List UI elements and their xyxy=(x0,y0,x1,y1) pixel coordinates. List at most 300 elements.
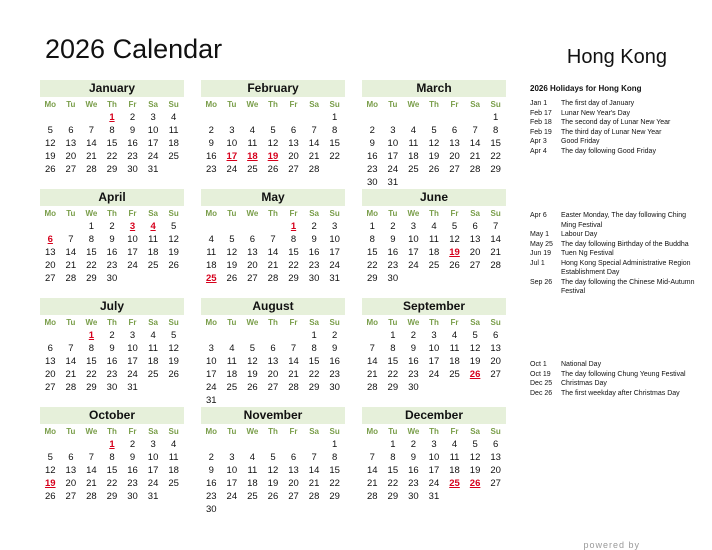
day-cell: 19 xyxy=(428,151,440,162)
month-june xyxy=(362,189,506,285)
day-cell: 4 xyxy=(451,439,458,450)
day-cell: 14 xyxy=(490,234,501,245)
holiday-date-label: Oct 19 xyxy=(530,370,551,378)
weekday-label: Sa xyxy=(470,427,480,436)
day-cell: 5 xyxy=(431,125,437,136)
day-cell: 28 xyxy=(267,273,279,284)
holiday-item xyxy=(530,109,700,119)
holiday-item xyxy=(530,240,700,250)
day-cell: 13 xyxy=(65,138,77,149)
day-cell: 5 xyxy=(171,221,177,232)
day-cell xyxy=(242,111,263,124)
day-cell xyxy=(40,329,61,342)
holiday-date: 1 xyxy=(88,330,95,341)
day-cell: 26 xyxy=(44,491,56,502)
day-cell: 7 xyxy=(493,221,499,232)
day-cell xyxy=(485,272,506,285)
weekday-label: Tu xyxy=(227,100,237,109)
day-cell: 1 xyxy=(311,330,317,341)
day-cell: 18 xyxy=(147,247,159,258)
weekday-label: Su xyxy=(168,100,179,109)
weekday-label: We xyxy=(407,318,420,327)
day-cell: 23 xyxy=(205,491,217,502)
day-cell xyxy=(201,220,222,233)
day-cell: 6 xyxy=(472,221,478,232)
day-cell xyxy=(283,111,304,124)
day-cell: 5 xyxy=(472,330,478,341)
day-cell: 28 xyxy=(86,164,97,175)
day-cell: 11 xyxy=(408,138,419,149)
day-cell: 9 xyxy=(410,452,417,463)
weekday-label: Mo xyxy=(366,427,379,436)
day-cell: 13 xyxy=(490,452,501,463)
week-row xyxy=(362,137,506,150)
day-cell: 4 xyxy=(410,125,417,136)
weekday-header xyxy=(40,426,184,438)
week-row xyxy=(40,381,184,394)
day-cell: 2 xyxy=(109,221,115,232)
day-cell: 14 xyxy=(86,465,97,476)
day-cell: 1 xyxy=(332,439,338,450)
day-cell: 13 xyxy=(469,234,481,245)
day-cell: 17 xyxy=(428,465,440,476)
day-cell: 22 xyxy=(387,369,399,380)
weekday-label: Th xyxy=(268,427,278,436)
day-cell: 8 xyxy=(88,343,95,354)
day-cell: 14 xyxy=(366,465,378,476)
day-cell: 13 xyxy=(65,465,77,476)
week-row xyxy=(40,150,184,163)
day-cell: 19 xyxy=(469,356,481,367)
day-cell: 7 xyxy=(68,343,74,354)
day-cell: 24 xyxy=(147,478,159,489)
day-cell: 6 xyxy=(270,343,276,354)
day-cell: 18 xyxy=(168,138,179,149)
weekday-label: Tu xyxy=(66,100,76,109)
day-cell: 1 xyxy=(493,112,499,123)
day-cell: 3 xyxy=(431,439,437,450)
week-row xyxy=(362,111,506,124)
week-row xyxy=(201,111,345,124)
day-cell xyxy=(485,490,506,503)
weekday-header xyxy=(201,317,345,329)
day-cell: 14 xyxy=(86,138,97,149)
holiday-date-label: Feb 19 xyxy=(530,128,552,136)
day-cell: 16 xyxy=(408,356,419,367)
weekday-label: Sa xyxy=(148,318,158,327)
day-cell: 13 xyxy=(44,247,56,258)
day-cell: 15 xyxy=(86,356,97,367)
day-cell xyxy=(362,111,383,124)
day-cell xyxy=(444,272,465,285)
day-cell: 18 xyxy=(205,260,217,271)
day-cell: 13 xyxy=(288,465,299,476)
weekday-label: Mo xyxy=(205,427,218,436)
day-cell: 24 xyxy=(127,260,138,271)
week-row xyxy=(362,272,506,285)
day-cell: 3 xyxy=(332,221,338,232)
day-cell: 26 xyxy=(168,260,179,271)
day-cell: 31 xyxy=(147,164,159,175)
day-cell: 15 xyxy=(366,247,378,258)
day-cell: 29 xyxy=(106,491,118,502)
day-cell: 24 xyxy=(428,369,440,380)
week-row xyxy=(201,259,345,272)
day-cell: 13 xyxy=(449,138,460,149)
day-cell: 18 xyxy=(168,465,179,476)
day-cell: 31 xyxy=(329,273,340,284)
week-row xyxy=(201,438,345,451)
day-cell xyxy=(465,272,486,285)
month-name: April xyxy=(40,189,184,206)
day-cell: 20 xyxy=(267,369,279,380)
weekday-label: Sa xyxy=(309,318,319,327)
week-row xyxy=(40,451,184,464)
weekday-label: Fr xyxy=(128,100,137,109)
day-cell: 3 xyxy=(150,439,156,450)
day-cell: 11 xyxy=(168,452,179,463)
weekday-label: Th xyxy=(107,318,117,327)
day-cell: 28 xyxy=(308,491,320,502)
holiday-item xyxy=(530,259,700,278)
day-cell: 30 xyxy=(408,382,419,393)
weekday-label: Sa xyxy=(148,427,158,436)
week-row xyxy=(40,490,184,503)
week-row xyxy=(201,233,345,246)
day-cell: 8 xyxy=(109,125,115,136)
weekday-label: We xyxy=(407,427,420,436)
day-cell: 14 xyxy=(65,356,77,367)
day-cell: 20 xyxy=(490,465,501,476)
month-december xyxy=(362,407,506,503)
day-cell: 5 xyxy=(249,343,256,354)
day-cell: 15 xyxy=(106,465,118,476)
weekday-label: Sa xyxy=(309,209,319,218)
day-cell: 3 xyxy=(410,221,417,232)
day-cell: 22 xyxy=(329,478,340,489)
day-cell xyxy=(403,111,424,124)
week-row xyxy=(201,124,345,137)
weekday-label: Su xyxy=(490,100,501,109)
day-cell: 14 xyxy=(288,356,299,367)
weekday-label: Th xyxy=(429,209,439,218)
day-cell xyxy=(424,381,445,394)
day-cell: 7 xyxy=(68,234,74,245)
day-cell: 15 xyxy=(329,465,340,476)
week-row xyxy=(201,490,345,503)
day-cell: 22 xyxy=(490,151,501,162)
weekday-label: Fr xyxy=(289,427,298,436)
day-cell: 13 xyxy=(44,356,56,367)
day-cell: 16 xyxy=(205,151,217,162)
day-cell: 4 xyxy=(249,452,256,463)
day-cell: 9 xyxy=(109,234,115,245)
day-cell: 29 xyxy=(308,382,320,393)
day-cell: 5 xyxy=(171,330,177,341)
day-cell: 9 xyxy=(129,452,136,463)
day-cell: 27 xyxy=(490,369,501,380)
day-cell: 18 xyxy=(247,478,258,489)
day-cell: 23 xyxy=(408,369,419,380)
holiday-date: 17 xyxy=(226,151,238,162)
day-cell: 21 xyxy=(469,151,481,162)
day-cell: 5 xyxy=(47,452,53,463)
day-cell: 20 xyxy=(490,356,501,367)
day-cell: 22 xyxy=(86,260,97,271)
week-row xyxy=(362,220,506,233)
day-cell: 22 xyxy=(106,478,118,489)
day-cell: 14 xyxy=(308,138,320,149)
day-cell xyxy=(444,176,465,189)
day-cell: 10 xyxy=(408,234,419,245)
day-cell: 19 xyxy=(247,369,258,380)
month-name: June xyxy=(362,189,506,206)
day-cell: 16 xyxy=(366,151,378,162)
month-name: September xyxy=(362,298,506,315)
holiday-date-label: Apr 3 xyxy=(530,138,547,145)
day-cell: 10 xyxy=(329,234,340,245)
holiday-item xyxy=(530,118,700,128)
week-row xyxy=(40,355,184,368)
day-cell: 26 xyxy=(449,260,460,271)
day-cell: 12 xyxy=(168,234,179,245)
day-cell xyxy=(424,272,445,285)
day-cell: 23 xyxy=(308,260,320,271)
day-cell: 16 xyxy=(387,247,399,258)
day-cell: 10 xyxy=(226,465,238,476)
holiday-item xyxy=(530,147,700,157)
day-cell: 5 xyxy=(472,439,478,450)
day-cell: 28 xyxy=(366,491,378,502)
day-cell: 30 xyxy=(308,273,320,284)
day-cell: 14 xyxy=(308,465,320,476)
day-cell: 19 xyxy=(267,478,279,489)
week-row xyxy=(201,394,345,407)
day-cell: 25 xyxy=(168,478,179,489)
holiday-name: The day following Birthday of the Buddha xyxy=(561,240,689,248)
weekday-header xyxy=(362,426,506,438)
day-cell xyxy=(424,176,445,189)
day-cell: 16 xyxy=(127,465,138,476)
day-cell: 16 xyxy=(127,138,138,149)
day-cell: 27 xyxy=(449,164,460,175)
day-cell: 23 xyxy=(127,478,138,489)
day-cell: 13 xyxy=(490,343,501,354)
region-label: Hong Kong xyxy=(566,46,667,68)
day-cell: 25 xyxy=(226,382,238,393)
weekday-label: Sa xyxy=(470,209,480,218)
day-cell xyxy=(222,220,243,233)
day-cell xyxy=(222,111,243,124)
day-cell: 8 xyxy=(332,452,338,463)
day-cell: 27 xyxy=(288,491,299,502)
day-cell: 11 xyxy=(206,247,217,258)
day-cell: 25 xyxy=(147,369,159,380)
holiday-date: 3 xyxy=(129,221,136,232)
week-row xyxy=(362,176,506,189)
day-cell xyxy=(444,111,465,124)
month-name: March xyxy=(362,80,506,97)
day-cell: 27 xyxy=(267,382,279,393)
day-cell: 17 xyxy=(226,478,238,489)
day-cell: 23 xyxy=(127,151,138,162)
day-cell xyxy=(61,220,82,233)
day-cell: 12 xyxy=(267,465,279,476)
day-cell: 6 xyxy=(290,125,297,136)
holiday-date-label: May 1 xyxy=(530,231,550,238)
day-cell: 8 xyxy=(493,125,499,136)
day-cell: 21 xyxy=(490,247,501,258)
holiday-name: The first weekday after Christmas Day xyxy=(561,389,680,397)
day-cell: 26 xyxy=(267,491,279,502)
day-cell: 6 xyxy=(451,125,458,136)
day-cell: 29 xyxy=(86,382,97,393)
day-cell xyxy=(61,438,82,451)
week-row xyxy=(201,464,345,477)
day-cell xyxy=(485,381,506,394)
holiday-date: 18 xyxy=(247,151,258,162)
day-cell: 9 xyxy=(129,125,136,136)
day-cell: 8 xyxy=(332,125,338,136)
day-cell: 2 xyxy=(129,439,136,450)
holiday-list xyxy=(530,84,700,397)
weekday-label: Mo xyxy=(366,209,379,218)
day-cell: 14 xyxy=(65,247,77,258)
holiday-name: Christmas Day xyxy=(561,380,607,387)
day-cell: 9 xyxy=(109,343,115,354)
day-cell: 15 xyxy=(288,247,299,258)
day-cell: 25 xyxy=(247,491,258,502)
day-cell: 22 xyxy=(366,260,378,271)
day-cell: 23 xyxy=(329,369,340,380)
day-cell: 20 xyxy=(247,260,258,271)
week-row xyxy=(40,124,184,137)
day-cell: 27 xyxy=(65,164,77,175)
week-row xyxy=(40,477,184,490)
week-row xyxy=(362,233,506,246)
day-cell xyxy=(263,503,284,516)
day-cell: 14 xyxy=(469,138,481,149)
week-row xyxy=(40,111,184,124)
month-march xyxy=(362,80,506,189)
holiday-date-label: Dec 26 xyxy=(530,389,553,397)
day-cell: 27 xyxy=(44,273,56,284)
day-cell: 7 xyxy=(290,343,297,354)
day-cell: 4 xyxy=(431,221,437,232)
month-november xyxy=(201,407,345,516)
day-cell: 10 xyxy=(428,343,440,354)
day-cell: 4 xyxy=(229,343,235,354)
day-cell: 20 xyxy=(288,151,299,162)
day-cell xyxy=(163,272,184,285)
week-row xyxy=(40,438,184,451)
day-cell: 28 xyxy=(490,260,501,271)
day-cell xyxy=(263,220,284,233)
holiday-date: 25 xyxy=(205,273,217,284)
day-cell: 25 xyxy=(428,260,440,271)
day-cell: 29 xyxy=(387,382,399,393)
day-cell: 12 xyxy=(469,452,481,463)
day-cell: 2 xyxy=(129,112,136,123)
weekday-label: Tu xyxy=(388,318,398,327)
weekday-label: Th xyxy=(268,318,278,327)
week-row xyxy=(40,329,184,342)
day-cell: 4 xyxy=(208,234,214,245)
day-cell: 3 xyxy=(431,330,437,341)
day-cell xyxy=(40,220,61,233)
weekday-label: Fr xyxy=(128,427,137,436)
weekday-label: Tu xyxy=(66,318,76,327)
day-cell: 27 xyxy=(469,260,481,271)
day-cell: 30 xyxy=(127,164,138,175)
day-cell: 1 xyxy=(390,439,396,450)
day-cell: 30 xyxy=(106,382,118,393)
day-cell: 12 xyxy=(469,343,481,354)
day-cell: 12 xyxy=(267,138,279,149)
day-cell: 8 xyxy=(88,234,95,245)
day-cell: 25 xyxy=(247,164,258,175)
weekday-header xyxy=(362,99,506,111)
day-cell xyxy=(242,329,263,342)
day-cell: 29 xyxy=(106,164,118,175)
day-cell: 16 xyxy=(329,356,340,367)
week-row xyxy=(362,368,506,381)
holiday-date-label: Apr 6 xyxy=(530,212,547,219)
day-cell: 28 xyxy=(366,382,378,393)
day-cell xyxy=(242,394,263,407)
day-cell: 24 xyxy=(329,260,340,271)
day-cell: 26 xyxy=(247,382,258,393)
day-cell: 19 xyxy=(226,260,238,271)
day-cell: 7 xyxy=(88,125,95,136)
day-cell: 11 xyxy=(429,234,439,245)
day-cell: 9 xyxy=(410,343,417,354)
day-cell: 25 xyxy=(168,151,179,162)
weekday-label: Fr xyxy=(128,318,137,327)
day-cell: 30 xyxy=(387,273,399,284)
day-cell: 17 xyxy=(147,465,159,476)
day-cell: 10 xyxy=(387,138,399,149)
weekday-label: We xyxy=(246,100,259,109)
month-name: August xyxy=(201,298,345,315)
week-row xyxy=(201,220,345,233)
day-cell: 10 xyxy=(147,125,159,136)
holiday-date: 19 xyxy=(449,247,460,258)
week-row xyxy=(362,477,506,490)
weekday-label: We xyxy=(85,100,98,109)
day-cell: 15 xyxy=(490,138,501,149)
day-cell: 19 xyxy=(168,247,179,258)
day-cell: 27 xyxy=(288,164,299,175)
day-cell: 24 xyxy=(226,164,238,175)
holiday-date-label: Feb 18 xyxy=(530,119,552,126)
day-cell: 17 xyxy=(127,356,138,367)
weekday-label: We xyxy=(407,100,420,109)
weekday-label: Mo xyxy=(205,209,218,218)
weekday-label: Th xyxy=(268,100,278,109)
holiday-date-label: Jul 1 xyxy=(530,259,545,267)
weekday-label: Su xyxy=(490,427,501,436)
holiday-item xyxy=(530,211,700,230)
holiday-name: The third day of Lunar New Year xyxy=(561,128,662,136)
day-cell: 23 xyxy=(106,260,118,271)
day-cell: 11 xyxy=(148,234,159,245)
day-cell: 12 xyxy=(247,356,258,367)
day-cell: 9 xyxy=(311,234,317,245)
month-name: October xyxy=(40,407,184,424)
month-name: January xyxy=(40,80,184,97)
week-row xyxy=(362,381,506,394)
